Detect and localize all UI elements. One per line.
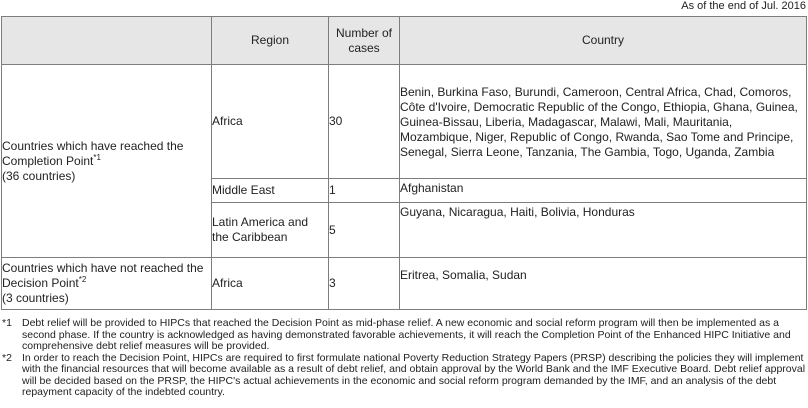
cases-cell: 3	[329, 258, 400, 310]
country-cell: Eritrea, Somalia, Sudan	[400, 258, 807, 310]
header-country: Country	[400, 17, 807, 65]
table-row	[2, 258, 807, 310]
header-group	[2, 17, 212, 65]
header-number-of-cases: Number of cases	[329, 17, 400, 65]
country-cell: Guyana, Nicaragua, Haiti, Bolivia, Honduras	[400, 203, 807, 258]
country-cell: Afghanistan	[400, 179, 807, 203]
cases-cell: 30	[329, 65, 400, 179]
footnote-text: In order to reach the Decision Point, HIPCs are required to first formulate national Poverty Reduction Strategy Papers (PRSP) describing the policies they will implement with the financial resources that will become available as a result of debt relief, and obtain approval by the World Bank and the IMF Executive Board. Debt relief approval will be decided based on the PRSP, the HIPC's actual achievements in the economic and social reform program demanded by the IMF, and an analysis of the debt repayment capacity of the indebted country.	[22, 351, 806, 398]
country-cell: Benin, Burkina Faso, Burundi, Cameroon, Central Africa, Chad, Comoros, Côte d'Ivoire, Democratic Republic of the Congo, Ethiopia, Ghana, Guinea, Guinea-Bissau, Liberia, Madagascar, Malawi, Mali, Mauritania, Mozambique, Niger, Republic of Congo, Rwanda, Sao Tome and Principe, Senegal, Sierra Leone, Tanzania, The Gambia, Togo, Uganda, Zambia	[400, 65, 807, 179]
footnote-1	[2, 318, 806, 353]
group-label: Countries which have reached the Completion Point	[2, 138, 184, 168]
region-cell: Africa	[212, 65, 329, 179]
hipc-countries-table	[1, 16, 807, 310]
as-of-date: As of the end of Jul. 2016	[681, 0, 806, 12]
region-cell: Africa	[212, 258, 329, 310]
footnote-text: Debt relief will be provided to HIPCs that reached the Decision Point as mid-phase relief. A new economic and social reform program will then be implemented as a second phase. If the country is acknowledged as having demonstrated favorable achievements, it will reach the Completion Point of the Enhanced HIPC Initiative and comprehensive debt relief measures will be provided.	[22, 317, 791, 352]
table-header-row	[2, 17, 807, 65]
footnote-mark: *1	[2, 317, 12, 329]
region-cell: Latin America and the Caribbean	[212, 203, 329, 258]
header-region: Region	[212, 17, 329, 65]
footnote-mark: *2	[2, 351, 12, 364]
footnote-ref: *1	[93, 152, 101, 162]
cases-cell: 5	[329, 203, 400, 258]
footnote-2	[2, 353, 806, 399]
group-label: Countries which have not reached the Decision Point	[2, 261, 204, 290]
group-completion-point	[2, 65, 212, 258]
footnotes	[2, 318, 806, 399]
table-row	[2, 65, 807, 179]
footnote-ref: *2	[78, 275, 87, 284]
group-decision-point	[2, 258, 212, 310]
group-count: (3 countries)	[2, 291, 69, 305]
cases-cell: 1	[329, 179, 400, 203]
region-cell: Middle East	[212, 179, 329, 203]
group-count: (36 countries)	[2, 168, 76, 183]
